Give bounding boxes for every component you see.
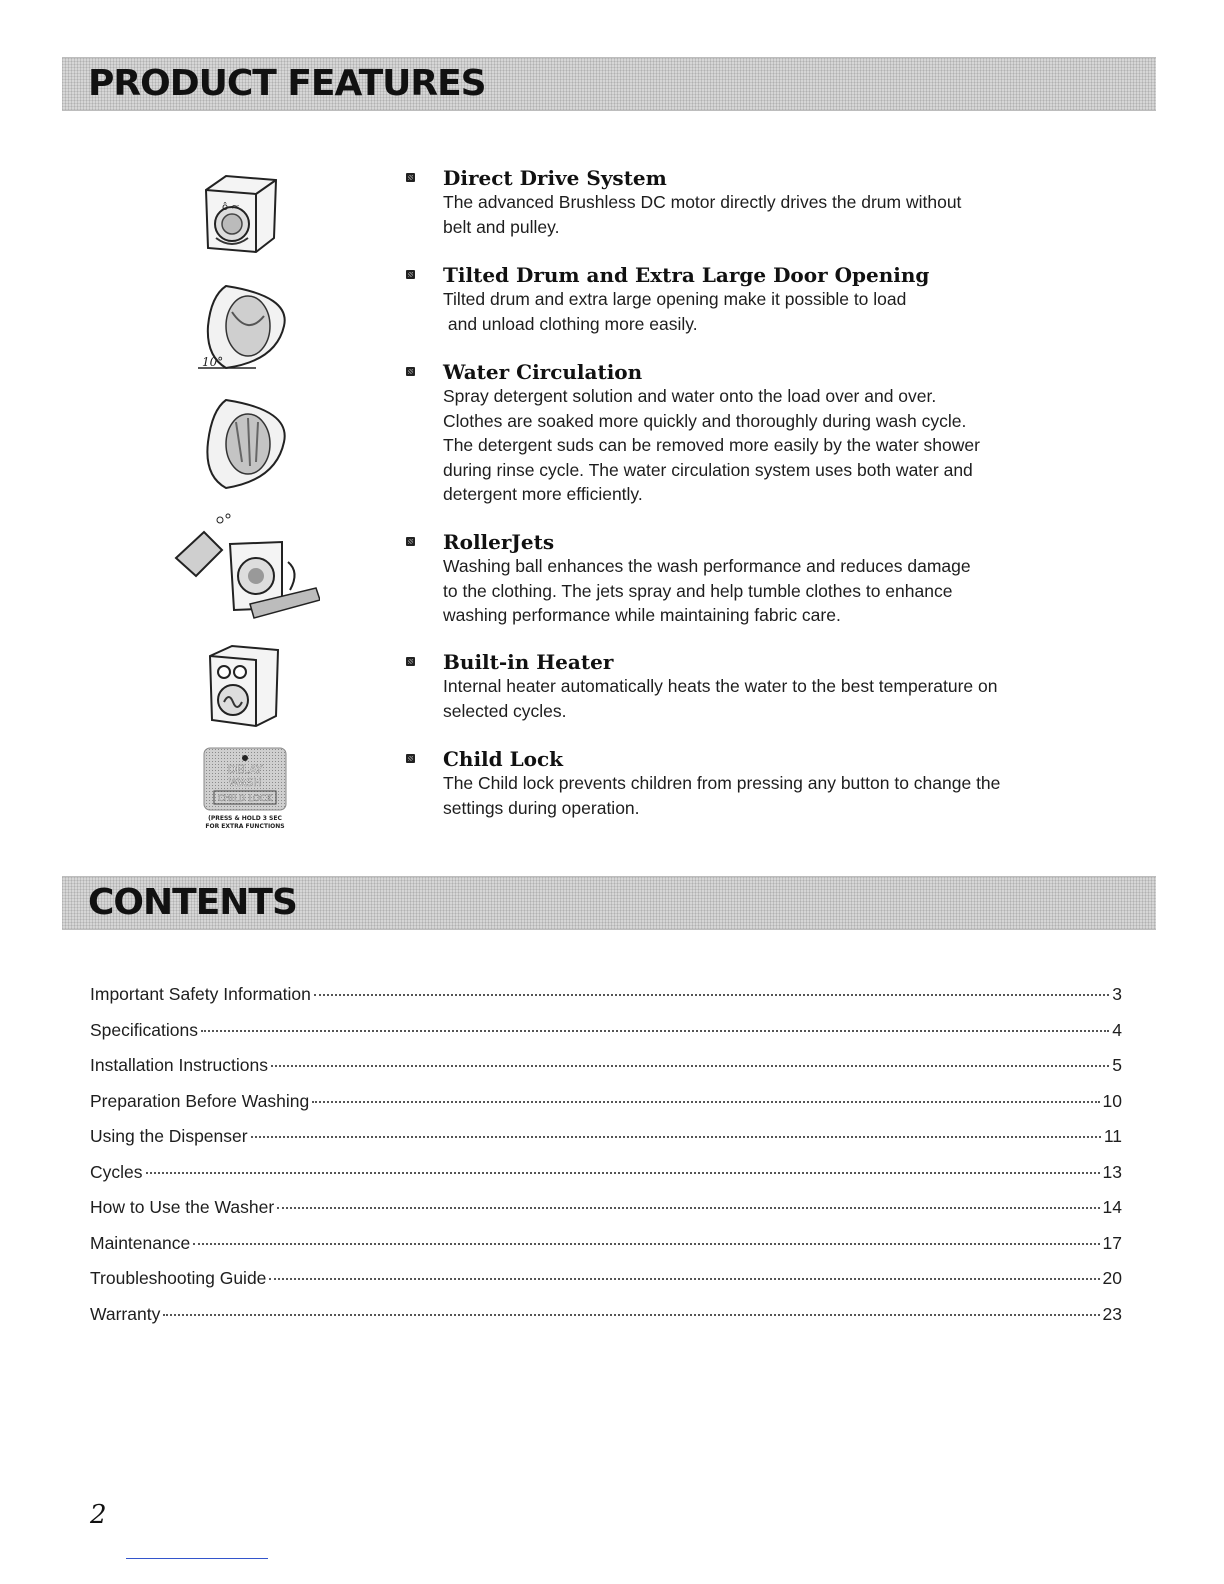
toc-entry[interactable] bbox=[90, 1091, 1122, 1117]
feature-title: RollerJets bbox=[443, 530, 555, 554]
toc-entry-label: How to Use the Washer bbox=[90, 1197, 275, 1217]
toc-entry-label: Troubleshooting Guide bbox=[90, 1268, 267, 1288]
toc-entry-label: Preparation Before Washing bbox=[90, 1090, 310, 1111]
direct-drive-washer-illustration bbox=[196, 168, 286, 258]
rollerjets-illustration bbox=[170, 512, 320, 624]
built-in-heater-illustration bbox=[198, 640, 290, 730]
dot-leader bbox=[271, 1064, 1109, 1067]
toc-entry-label: Important Safety Information bbox=[90, 984, 311, 1004]
toc-entry-page: 4 bbox=[1112, 1019, 1122, 1040]
feature-text-line: Spray detergent solution and water onto the load over and over. bbox=[443, 386, 937, 406]
toc-entry-page: 13 bbox=[1102, 1161, 1122, 1182]
feature-text-line: Clothes are soaked more quickly and thoroughly during wash cycle. bbox=[443, 410, 967, 431]
toc-entry-label: Installation Instructions bbox=[90, 1055, 269, 1075]
footer-rule bbox=[126, 1558, 268, 1559]
contents-banner bbox=[62, 876, 1156, 930]
feature-text-line: The Child lock prevents children from pressing any button to change the bbox=[443, 773, 1001, 793]
bullet-icon bbox=[406, 367, 415, 376]
feature-text-line: Tilted drum and extra large opening make it possible to load bbox=[443, 289, 907, 309]
toc-entry-page: 5 bbox=[1112, 1055, 1122, 1075]
water-circulation-illustration bbox=[196, 392, 296, 492]
feature-text-line: to the clothing. The jets spray and help tumble clothes to enhance bbox=[443, 580, 953, 601]
toc-entry-page: 23 bbox=[1102, 1303, 1122, 1324]
toc-entry-page: 10 bbox=[1102, 1090, 1122, 1111]
feature-title: Water Circulation bbox=[443, 360, 643, 384]
panel-caption-line-2: FOR EXTRA FUNCTIONS bbox=[205, 823, 285, 830]
feature-direct-drive bbox=[400, 166, 1100, 239]
toc-entry[interactable] bbox=[90, 1055, 1122, 1081]
feature-title: Built-in Heater bbox=[443, 650, 614, 674]
feature-text-line: and unload clothing more easily. bbox=[443, 313, 698, 334]
feature-rollerjets bbox=[400, 530, 1100, 628]
tilted-drum-illustration bbox=[196, 276, 296, 376]
toc-entry-label: Maintenance bbox=[90, 1232, 191, 1253]
feature-text-line: settings during operation. bbox=[443, 797, 640, 818]
product-features-banner bbox=[62, 57, 1156, 111]
toc-entry-page: 14 bbox=[1102, 1197, 1122, 1217]
dot-leader bbox=[312, 1100, 1099, 1103]
toc-entry[interactable] bbox=[90, 984, 1122, 1010]
toc-entry-page: 20 bbox=[1102, 1268, 1122, 1288]
bullet-icon bbox=[406, 173, 415, 182]
bullet-icon bbox=[406, 754, 415, 763]
toc-entry-label: Warranty bbox=[90, 1303, 161, 1324]
feature-title: Direct Drive System bbox=[443, 166, 667, 190]
feature-title: Child Lock bbox=[443, 747, 564, 771]
dot-leader bbox=[146, 1171, 1100, 1174]
feature-built-in-heater bbox=[400, 650, 1100, 723]
toc-entry-label: Using the Dispenser bbox=[90, 1126, 248, 1146]
dot-leader bbox=[314, 993, 1109, 996]
svg-text:ô ≈: ô ≈ bbox=[222, 202, 240, 213]
feature-text-line: washing performance while maintaining fabric care. bbox=[443, 605, 841, 625]
feature-text-line: selected cycles. bbox=[443, 700, 567, 721]
tilt-angle-label: 10° bbox=[202, 355, 224, 369]
feature-text-line: during rinse cycle. The water circulation system uses both water and bbox=[443, 459, 973, 480]
child-lock-panel-illustration bbox=[200, 746, 292, 836]
feature-text-line: Internal heater automatically heats the water to the best temperature on bbox=[443, 676, 998, 696]
feature-child-lock bbox=[400, 747, 1100, 820]
feature-text-line: Washing ball enhances the wash performance and reduces damage bbox=[443, 556, 971, 576]
toc-entry[interactable] bbox=[90, 1126, 1122, 1152]
toc-entry-label: Cycles bbox=[90, 1161, 143, 1182]
dot-leader bbox=[201, 1029, 1109, 1032]
toc-entry[interactable] bbox=[90, 1304, 1122, 1330]
feature-text-line: detergent more efficiently. bbox=[443, 484, 643, 504]
toc-entry[interactable] bbox=[90, 1268, 1122, 1294]
feature-text-line: belt and pulley. bbox=[443, 216, 560, 237]
contents-heading: CONTENTS bbox=[88, 882, 297, 923]
bullet-icon bbox=[406, 270, 415, 279]
dot-leader bbox=[163, 1313, 1099, 1316]
dot-leader bbox=[277, 1206, 1099, 1209]
toc-entry-page: 17 bbox=[1102, 1232, 1122, 1253]
toc-entry-page: 11 bbox=[1103, 1126, 1122, 1146]
panel-wash-label: WASH bbox=[228, 776, 262, 789]
product-features-heading: PRODUCT FEATURES bbox=[88, 63, 486, 104]
toc-entry-page: 3 bbox=[1112, 984, 1122, 1004]
feature-water-circulation bbox=[400, 360, 1100, 507]
feature-tilted-drum bbox=[400, 263, 1100, 336]
panel-delay-label: DELAY bbox=[227, 763, 263, 776]
dot-leader bbox=[193, 1242, 1099, 1245]
page-number: 2 bbox=[90, 1500, 107, 1530]
toc-entry-label: Specifications bbox=[90, 1019, 198, 1040]
toc-entry[interactable] bbox=[90, 1162, 1122, 1188]
dot-leader bbox=[269, 1277, 1099, 1280]
panel-caption-line-1: (PRESS & HOLD 3 SEC bbox=[208, 815, 282, 822]
panel-child-lock-label: CHILD LOCK bbox=[217, 794, 273, 804]
toc-entry[interactable] bbox=[90, 1020, 1122, 1046]
toc-entry[interactable] bbox=[90, 1197, 1122, 1223]
bullet-icon bbox=[406, 537, 415, 546]
feature-title: Tilted Drum and Extra Large Door Opening bbox=[443, 263, 930, 287]
dot-leader bbox=[251, 1135, 1101, 1138]
feature-text-line: The detergent suds can be removed more easily by the water shower bbox=[443, 435, 980, 455]
bullet-icon bbox=[406, 657, 415, 666]
feature-text-line: The advanced Brushless DC motor directly drives the drum without bbox=[443, 192, 962, 212]
toc-entry[interactable] bbox=[90, 1233, 1122, 1259]
